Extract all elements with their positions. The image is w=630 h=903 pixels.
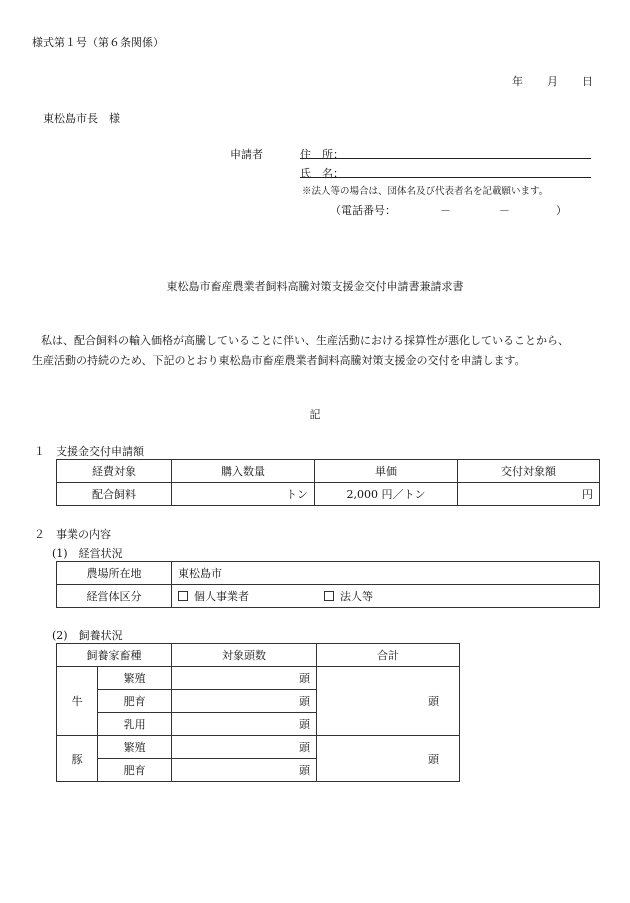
ki-heading: 記 <box>309 408 321 421</box>
quantity-cell[interactable]: トン <box>172 483 315 506</box>
head-count-cell[interactable]: 頭 <box>172 690 317 713</box>
option-corporation[interactable]: 法人等 <box>324 590 373 603</box>
header-amount: 交付対象額 <box>458 460 600 483</box>
header-quantity: 購入数量 <box>172 460 315 483</box>
table-header-row <box>57 644 460 667</box>
checkbox-icon[interactable] <box>324 591 334 601</box>
table-row <box>57 585 600 608</box>
header-total: 合計 <box>317 644 460 667</box>
livestock-heading: (2) 飼養状況 <box>52 629 123 642</box>
management-heading: (1) 経営状況 <box>52 547 123 560</box>
head-count-cell[interactable]: 頭 <box>172 736 317 759</box>
name-line[interactable] <box>300 177 591 178</box>
cattle-breeding: 繁殖 <box>98 667 172 690</box>
table-row <box>57 562 600 585</box>
pig-fattening: 肥育 <box>98 759 172 782</box>
head-count-cell[interactable]: 頭 <box>172 667 317 690</box>
amount-cell[interactable]: 円 <box>458 483 600 506</box>
location-value[interactable]: 東松島市 <box>172 562 600 585</box>
cattle-fattening: 肥育 <box>98 690 172 713</box>
body-line-1: 私は、配合飼料の輸入価格が高騰していることに伴い、生産活動における採算性が悪化していることから、 <box>41 334 569 347</box>
expense-item: 配合飼料 <box>57 483 172 506</box>
table-header-row <box>57 460 600 483</box>
type-label: 経営体区分 <box>57 585 172 608</box>
management-table <box>56 561 600 608</box>
header-expense: 経費対象 <box>57 460 172 483</box>
location-label: 農場所在地 <box>57 562 172 585</box>
address-line[interactable] <box>300 158 591 159</box>
date-month: 月 <box>547 75 558 88</box>
option-individual[interactable]: 個人事業者 <box>178 588 324 604</box>
header-unit-price: 単価 <box>315 460 458 483</box>
address-label: 住 所： <box>300 148 344 161</box>
header-head-count: 対象頭数 <box>172 644 317 667</box>
form-number: 様式第１号（第６条関係） <box>32 36 164 49</box>
head-count-cell[interactable]: 頭 <box>172 713 317 736</box>
table-row <box>57 483 600 506</box>
phone-dash-1: － <box>440 204 451 217</box>
grant-amount-table <box>56 459 600 506</box>
table-row <box>57 667 460 690</box>
date-day: 日 <box>582 75 593 88</box>
applicant-label: 申請者 <box>230 148 263 161</box>
cattle-dairy: 乳用 <box>98 713 172 736</box>
livestock-table <box>56 643 460 782</box>
section1-heading: １ 支援金交付申請額 <box>34 445 144 458</box>
head-count-cell[interactable]: 頭 <box>172 759 317 782</box>
pig-total[interactable]: 頭 <box>317 736 460 782</box>
document-title: 東松島市畜産農業者飼料高騰対策支援金交付申請書兼請求書 <box>166 280 464 293</box>
body-line-2: 生産活動の持続のため、下記のとおり東松島市畜産農業者飼料高騰対策支援金の交付を申請します。 <box>32 354 526 367</box>
type-options <box>172 585 600 608</box>
name-label: 氏 名： <box>300 167 344 180</box>
phone-label: （電話番号： <box>330 204 396 217</box>
phone-dash-2: － <box>499 204 510 217</box>
table-row <box>57 736 460 759</box>
applicant-note: ※法人等の場合は、団体名及び代表者名を記載願います。 <box>302 186 549 197</box>
phone-close: ） <box>556 204 567 217</box>
unit-price: 2,000 円／トン <box>315 483 458 506</box>
cattle-total[interactable]: 頭 <box>317 667 460 736</box>
cattle-label: 牛 <box>57 667 98 736</box>
header-livestock-type: 飼養家畜種 <box>57 644 172 667</box>
addressee: 東松島市長 様 <box>43 112 120 125</box>
date-year: 年 <box>512 75 523 88</box>
checkbox-icon[interactable] <box>178 591 188 601</box>
section2-heading: ２ 事業の内容 <box>34 528 111 541</box>
pig-label: 豚 <box>57 736 98 782</box>
pig-breeding: 繁殖 <box>98 736 172 759</box>
